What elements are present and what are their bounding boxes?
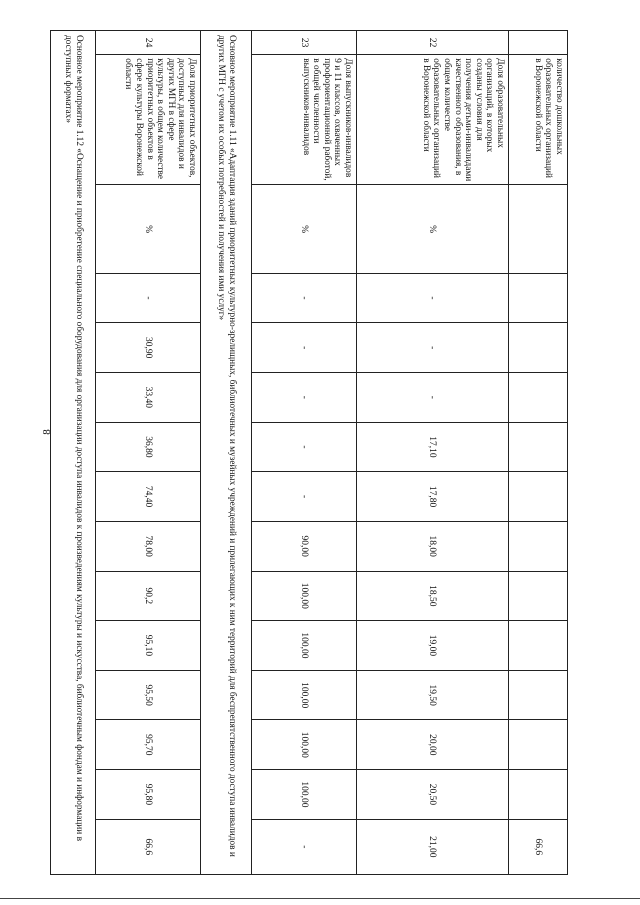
- section-header-row: [51, 31, 96, 875]
- value-cell: 100,00: [252, 571, 357, 621]
- unit-cell: [509, 185, 568, 273]
- unit-cell: %: [96, 185, 201, 273]
- value-cell: 19,00: [357, 621, 509, 671]
- value-cell: 20,50: [357, 770, 509, 820]
- row-number: 22: [357, 31, 509, 55]
- table-row: [252, 31, 357, 875]
- value-cell: [509, 323, 568, 373]
- page-bottom-rule: [0, 898, 640, 899]
- table-row: [509, 31, 568, 875]
- indicators-table: [50, 30, 568, 875]
- value-cell: 66,6: [96, 819, 201, 874]
- value-cell: 21,00: [357, 819, 509, 874]
- value-cell: -: [252, 472, 357, 522]
- value-cell: [509, 422, 568, 472]
- value-cell: -: [96, 273, 201, 323]
- table-row: [96, 31, 201, 875]
- value-cell: 95,10: [96, 621, 201, 671]
- page-number: 8: [40, 429, 53, 435]
- value-cell: 95,70: [96, 720, 201, 770]
- value-cell: -: [252, 819, 357, 874]
- value-cell: 20,00: [357, 720, 509, 770]
- value-cell: [509, 273, 568, 323]
- indicator-name: Доля образовательных организаций, в которых созданы условия для получения детьми-инвалидами качественного образования, в общем количестве образовательных организаций в Воронежской области: [357, 55, 509, 185]
- value-cell: [509, 372, 568, 422]
- value-cell: -: [252, 372, 357, 422]
- value-cell: -: [252, 323, 357, 373]
- value-cell: 95,50: [96, 670, 201, 720]
- table-row: [357, 31, 509, 875]
- value-cell: 17,80: [357, 472, 509, 522]
- value-cell: 30,90: [96, 323, 201, 373]
- value-cell: [509, 621, 568, 671]
- value-cell: 100,00: [252, 621, 357, 671]
- value-cell: 100,00: [252, 770, 357, 820]
- value-cell: 100,00: [252, 670, 357, 720]
- value-cell: 66,6: [509, 819, 568, 874]
- value-cell: 33,40: [96, 372, 201, 422]
- value-cell: 17,10: [357, 422, 509, 472]
- measure-1-12-header: Основное мероприятие 1.12 «Оснащение и приобретение специального оборудования для организации доступа инвалидов к произведениям культуры и искусства, библиотечным фондам и информации в доступных форматах»: [51, 31, 96, 875]
- value-cell: 74,40: [96, 472, 201, 522]
- indicator-name: Доля выпускников-инвалидов 9 и 11 классов, охваченных профориентационной работой, в общей численности выпускников-инвалидов: [252, 55, 357, 185]
- value-cell: 95,80: [96, 770, 201, 820]
- row-number: 23: [252, 31, 357, 55]
- unit-cell: %: [357, 185, 509, 273]
- indicator-name: количество дошкольных образовательных организаций в Воронежской области: [509, 55, 568, 185]
- value-cell: [509, 571, 568, 621]
- value-cell: 78,00: [96, 521, 201, 571]
- row-number: [509, 31, 568, 55]
- measure-1-11-header: Основное мероприятие 1.11 «Адаптация зданий приоритетных культурно-зрелищных, библиотечных и музейных учреждений и прилегающих к ним территорий для беспрепятственного доступа инвалидов и других МГН с учетом их особых потребностей и получения ими услуг»: [201, 31, 252, 875]
- value-cell: -: [357, 323, 509, 373]
- value-cell: -: [252, 273, 357, 323]
- section-header-row: [201, 31, 252, 875]
- value-cell: 90,00: [252, 521, 357, 571]
- value-cell: 18,50: [357, 571, 509, 621]
- unit-cell: %: [252, 185, 357, 273]
- value-cell: [509, 770, 568, 820]
- value-cell: [509, 670, 568, 720]
- value-cell: 19,50: [357, 670, 509, 720]
- value-cell: [509, 720, 568, 770]
- value-cell: -: [357, 273, 509, 323]
- value-cell: 36,80: [96, 422, 201, 472]
- value-cell: 100,00: [252, 720, 357, 770]
- value-cell: 90,2: [96, 571, 201, 621]
- row-number: 24: [96, 31, 201, 55]
- value-cell: -: [252, 422, 357, 472]
- value-cell: -: [357, 372, 509, 422]
- value-cell: [509, 521, 568, 571]
- value-cell: [509, 472, 568, 522]
- indicator-name: Доля приоритетных объектов, доступных для инвалидов и других МГН в сфере культуры, в общем количестве приоритетных объектов в сфере культуры Воронежской области: [96, 55, 201, 185]
- value-cell: 18,00: [357, 521, 509, 571]
- rotated-table-container: [48, 30, 568, 875]
